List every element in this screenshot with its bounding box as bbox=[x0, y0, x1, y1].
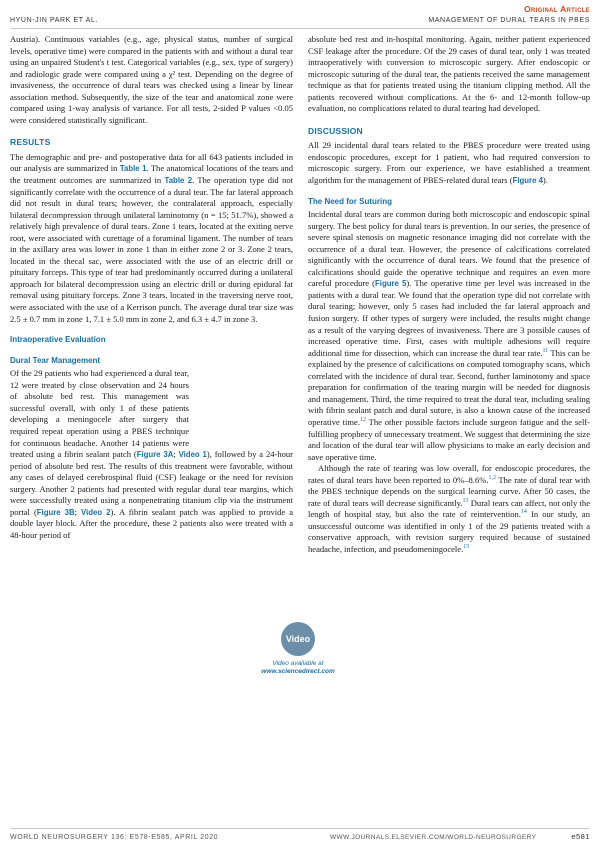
figure-3b-link[interactable]: Figure 3B bbox=[36, 507, 75, 517]
table-1-link[interactable]: Table 1 bbox=[119, 164, 147, 174]
figure-5-link[interactable]: Figure 5 bbox=[375, 279, 407, 289]
reference-12[interactable]: 12 bbox=[359, 417, 366, 424]
figure-3a-link[interactable]: Figure 3A bbox=[136, 450, 174, 460]
video-2-link[interactable]: Video 2 bbox=[81, 507, 111, 517]
left-column bbox=[10, 34, 293, 541]
paragraph-management: Of the 29 patients who had experienced a dural tear, 12 were treated by close observation and 24 hours of absolute bed rest. This management was successful overall, with only 1 of these patients developing a meningocele after surgery that required repeat operation using a PBES technique for continuous headache. Another 14 patients were treated using a fibrin sealant patch (Figure 3A; Video 1), followed by a 24-hour period of absolute bed rest. The results of this treatment were favorable, without any cases of delayed cerebrospinal fluid (CSF) leakage or the need for revision surgery. Another 2 patients had presented with regular dural tear margins, which were successfully treated using a nonpenetrating titanium clip via the instrument portal (Figure 3B; Video 2). A fibrin sealant patch was applied to provide a double layer block. After the procedure, these 2 patients also were treated with a 48-hour period of bbox=[10, 368, 294, 540]
subsection-heading-intraoperative: Intraoperative Evaluation bbox=[10, 335, 106, 345]
running-title: MANAGEMENT OF DURAL TEARS IN PBES bbox=[428, 17, 590, 24]
paragraph-suturing-1: Incidental dural tears are common during both microscopic and endoscopic spinal surgery. The best policy for dural tears is prevention. In our series, the presence of severe spinal stenosis on magnetic resonance imaging did not correlate with the occurrence of a dural tear. However, the presence of calcifications correlated significantly with the occurrence of dural tears. We found that the presence of calcifications should guide the operative technique and requires an even more careful procedure (Figure 5). The operative time per level was increased in the patients with a dural tear. We found that the operation type did not correlate with dural tearing; however, only 5 cases had included the far lateral approach and fusion surgery. If other types of surgery were included, the results might change as a result of the varying degrees of invasiveness. There are 3 possible causes of increased operative time. First, cases with multiple adhesions will require additional time for dissection, which can increase the dural tear rate.$^{11}$ This can be explained by the presence of calcifications on computed tomography scans, which correlated with the incidence of dural tear. Second, further laminotomy and space preparation for confirmation of the tearing margin will be needed for diagnosis and management. Third, the time required to treat the dural tear, including sealing with fibrin sealant patch and dural suture, is also a known cause of the increased operative time.$^{12}$ The other possible factors include surgeon fatigue and the self-fulfilling prophecy of unnecessary treatment. We suggest that determining the size and location of the dural tear will allow physicians to make an early decision and save operative time. bbox=[308, 209, 591, 462]
video-1-link[interactable]: Video 1 bbox=[178, 450, 207, 460]
paragraph-suturing-2: Although the rate of tearing was low overall, for endoscopic procedures, the rates of dural tears have been reported to 0%–8.6%.$^{1,2}$ The rate of dural tear with the PBES technique depends on the surgical learning curve. After 50 cases, the rate of dural tears will decrease significantly.$^{13}$ Dural tears can affect, not only the length of hospital stay, but also the rate of reintervention.$^{14}$ In our study, an unsuccessful outcome was identified in only 1 of the 29 patients treated with a conservative approach, with revision surgery required because of sustained headache, infection, and pseudomeningocele.$^{15}$ bbox=[308, 463, 590, 554]
article-type-label: Original Article bbox=[524, 4, 590, 14]
footer-rule bbox=[10, 828, 590, 829]
paragraph-discussion: All 29 incidental dural tears related to the PBES procedure were treated using endoscopic procedures, except for 1 patient, who had required conversion to microscopic surgery. From our experience, we have established a treatment algorithm for the management of PBES-related dural tears (Figure 4). bbox=[308, 140, 590, 186]
reference-15[interactable]: 15 bbox=[463, 544, 470, 551]
video-badge[interactable] bbox=[246, 622, 350, 696]
video-caption: Video available at bbox=[272, 660, 324, 667]
subsection-heading-suturing: The Need for Suturing bbox=[308, 196, 392, 206]
paragraph-results: The demographic and pre- and postoperative data for all 643 patients included in our analysis are summarized in Table 1. The anatomical locations of the tears and the treatment outcomes are summarized in Table 2. The operation type did not significantly correlate with the occurrence of a dural tear. The far lateral approach did not result in dural tears; however, the contralateral approach, especially bilateral decompression through unilateral laminotomy (n = 15; 51.7%), showed a relatively high prevalence of dural tears. Zone 1 tears, located at the exiting nerve root, were associated with curettage of a foraminal ligament. The number of tears in the axillary area was lower in zone 1 than in either zone 2 or 3. Zone 2 tears, located in the thecal sac, were associated with the use of an electric drill or pituitary forceps. This type of tear had predominantly occurred during a unilateral approach for bilateral decompression using an electric drill or during epidural fat removal using pituitary forceps. Zone 3 tears, located in the traversing nerve root, were associated with the use of a Kerrison punch. The average dural tear size was 2.5 ± 0.7 mm in zone 1, 7.1 ± 5.0 mm in zone 2, and 6.3 ± 4.7 in zone 3. bbox=[10, 151, 293, 324]
section-heading-results: RESULTS bbox=[10, 137, 51, 148]
reference-1-2[interactable]: 1,2 bbox=[488, 474, 496, 481]
figure-4-link[interactable]: Figure 4 bbox=[512, 176, 543, 186]
subsection-heading-management: Dural Tear Management bbox=[10, 355, 101, 365]
header-rule bbox=[10, 28, 590, 29]
video-icon[interactable]: Video bbox=[281, 622, 315, 656]
journal-citation: WORLD NEUROSURGERY 136: E578-E585, APRIL 2020 bbox=[10, 834, 219, 841]
section-heading-discussion: DISCUSSION bbox=[308, 125, 363, 136]
page-number: e581 bbox=[571, 832, 590, 841]
reference-11[interactable]: 11 bbox=[542, 347, 549, 354]
paragraph-bed-rest: absolute bed rest and in-hospital monitoring. Again, neither patient experienced CSF leakage after the procedure. Of the 29 cases of dural tear, only 1 was treated intraoperatively with conversion to microscopic surgery. After endoscopic or microscopic suturing of the dural tear, the patients received the same management technique as that for patients treated using the titanium clipping method. All the patients recovered without complications. At the 6- and 12-month follow-up evaluation, no complications related to dural tearing had developed. bbox=[308, 34, 590, 114]
reference-14[interactable]: 14 bbox=[520, 509, 527, 516]
running-authors: HYUN-JIN PARK ET AL. bbox=[10, 17, 98, 24]
reference-13[interactable]: 13 bbox=[462, 497, 469, 504]
journal-url[interactable]: WWW.JOURNALS.ELSEVIER.COM/WORLD-NEUROSURGERY bbox=[330, 834, 537, 841]
paragraph-statistics: Austria). Continuous variables (e.g., age, physical status, number of surgical levels, operative time) were compared in the patients with and without a dural tear using an unpaired Student's t test. Categorical variables (e.g., sex, type of surgery) and radiologic grade were compared using a χ² test. Depending on the degree of invasiveness, the occurrence of dural tears was checked using a linear by linear association method. Subsequently, the size of the tear and anatomical zone were compared using 1-way analysis of variance. For all tests, 2-sided P values <0.05 were considered statistically significant. bbox=[10, 34, 293, 125]
video-url-link[interactable]: www.sciencedirect.com bbox=[261, 668, 335, 675]
table-2-link[interactable]: Table 2 bbox=[164, 176, 193, 186]
right-column bbox=[308, 34, 590, 556]
